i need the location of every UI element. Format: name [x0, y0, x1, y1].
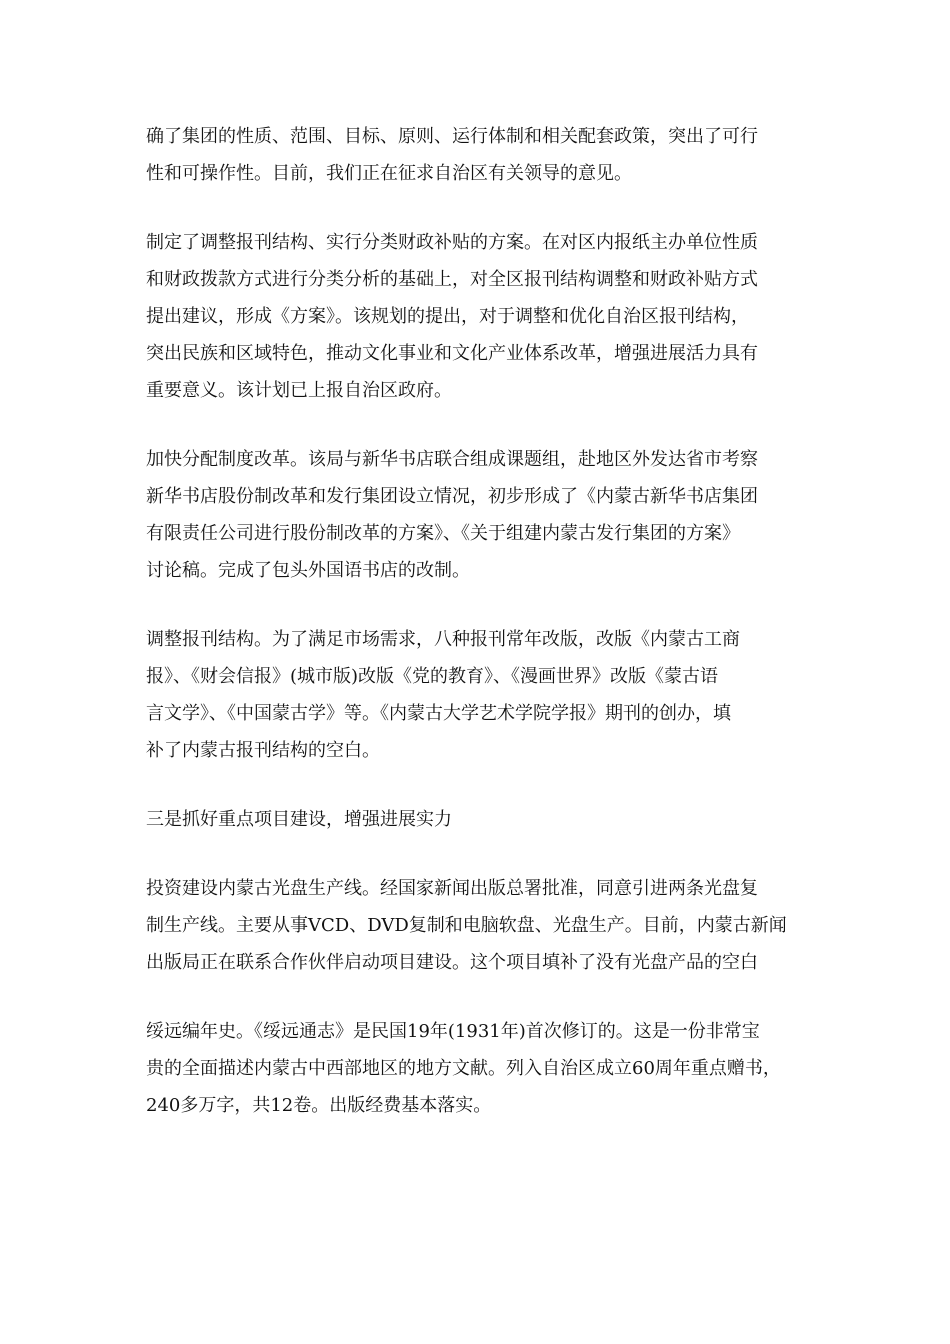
paragraph-gap [146, 838, 816, 870]
text-line: 和财政拨款方式进行分类分析的基础上，对全区报刊结构调整和财政补贴方式 [146, 269, 758, 290]
paragraph-5-heading [146, 801, 816, 838]
paragraph-3 [146, 441, 816, 589]
paragraph-gap [146, 409, 816, 441]
text-line: 确了集团的性质、范围、目标、原则、运行体制和相关配套政策，突出了可行 [146, 126, 758, 147]
document-body [146, 118, 816, 1124]
paragraph-2 [146, 224, 816, 409]
paragraph-gap [146, 769, 816, 801]
paragraph-6 [146, 870, 816, 981]
text-line: 调整报刊结构。为了满足市场需求，八种报刊常年改版，改版《内蒙古工商 [146, 629, 740, 650]
text-line: 制定了调整报刊结构、实行分类财政补贴的方案。在对区内报纸主办单位性质 [146, 232, 758, 253]
text-line: 有限责任公司进行股份制改革的方案》、《关于组建内蒙古发行集团的方案》 [146, 523, 740, 544]
paragraph-4 [146, 621, 816, 769]
text-line: 补了内蒙古报刊结构的空白。 [146, 740, 380, 761]
paragraph-gap [146, 589, 816, 621]
text-line: 出版局正在联系合作伙伴启动项目建设。这个项目填补了没有光盘产品的空白 [146, 952, 758, 973]
text-line: 制生产线。主要从事VCD、DVD复制和电脑软盘、光盘生产。目前，内蒙古新闻 [146, 915, 787, 936]
text-line: 言文学》、《中国蒙古学》等。《内蒙古大学艺术学院学报》期刊的创办，填 [146, 703, 731, 724]
text-line: 投资建设内蒙古光盘生产线。经国家新闻出版总署批准，同意引进两条光盘复 [146, 878, 758, 899]
paragraph-gap [146, 192, 816, 224]
text-line: 加快分配制度改革。该局与新华书店联合组成课题组，赴地区外发达省市考察 [146, 449, 758, 470]
paragraph-1 [146, 118, 816, 192]
text-line: 贵的全面描述内蒙古中西部地区的地方文献。列入自治区成立60周年重点赠书， [146, 1058, 781, 1079]
text-line: 报》、《财会信报》(城市版)改版《党的教育》、《漫画世界》改版《蒙古语 [146, 666, 719, 687]
paragraph-7 [146, 1013, 816, 1124]
text-line: 绥远编年史。《绥远通志》是民国19年(1931年)首次修订的。这是一份非常宝 [146, 1021, 760, 1042]
text-line: 性和可操作性。目前，我们正在征求自治区有关领导的意见。 [146, 163, 632, 184]
paragraph-gap [146, 981, 816, 1013]
text-line: 240多万字，共12卷。出版经费基本落实。 [146, 1095, 492, 1116]
text-line: 重要意义。该计划已上报自治区政府。 [146, 380, 452, 401]
text-line: 突出民族和区域特色，推动文化事业和文化产业体系改革，增强进展活力具有 [146, 343, 758, 364]
text-line: 讨论稿。完成了包头外国语书店的改制。 [146, 560, 470, 581]
text-line: 提出建议，形成《方案》。该规划的提出，对于调整和优化自治区报刊结构， [146, 306, 749, 327]
section-heading: 三是抓好重点项目建设，增强进展实力 [146, 809, 452, 830]
text-line: 新华书店股份制改革和发行集团设立情况，初步形成了《内蒙古新华书店集团 [146, 486, 758, 507]
